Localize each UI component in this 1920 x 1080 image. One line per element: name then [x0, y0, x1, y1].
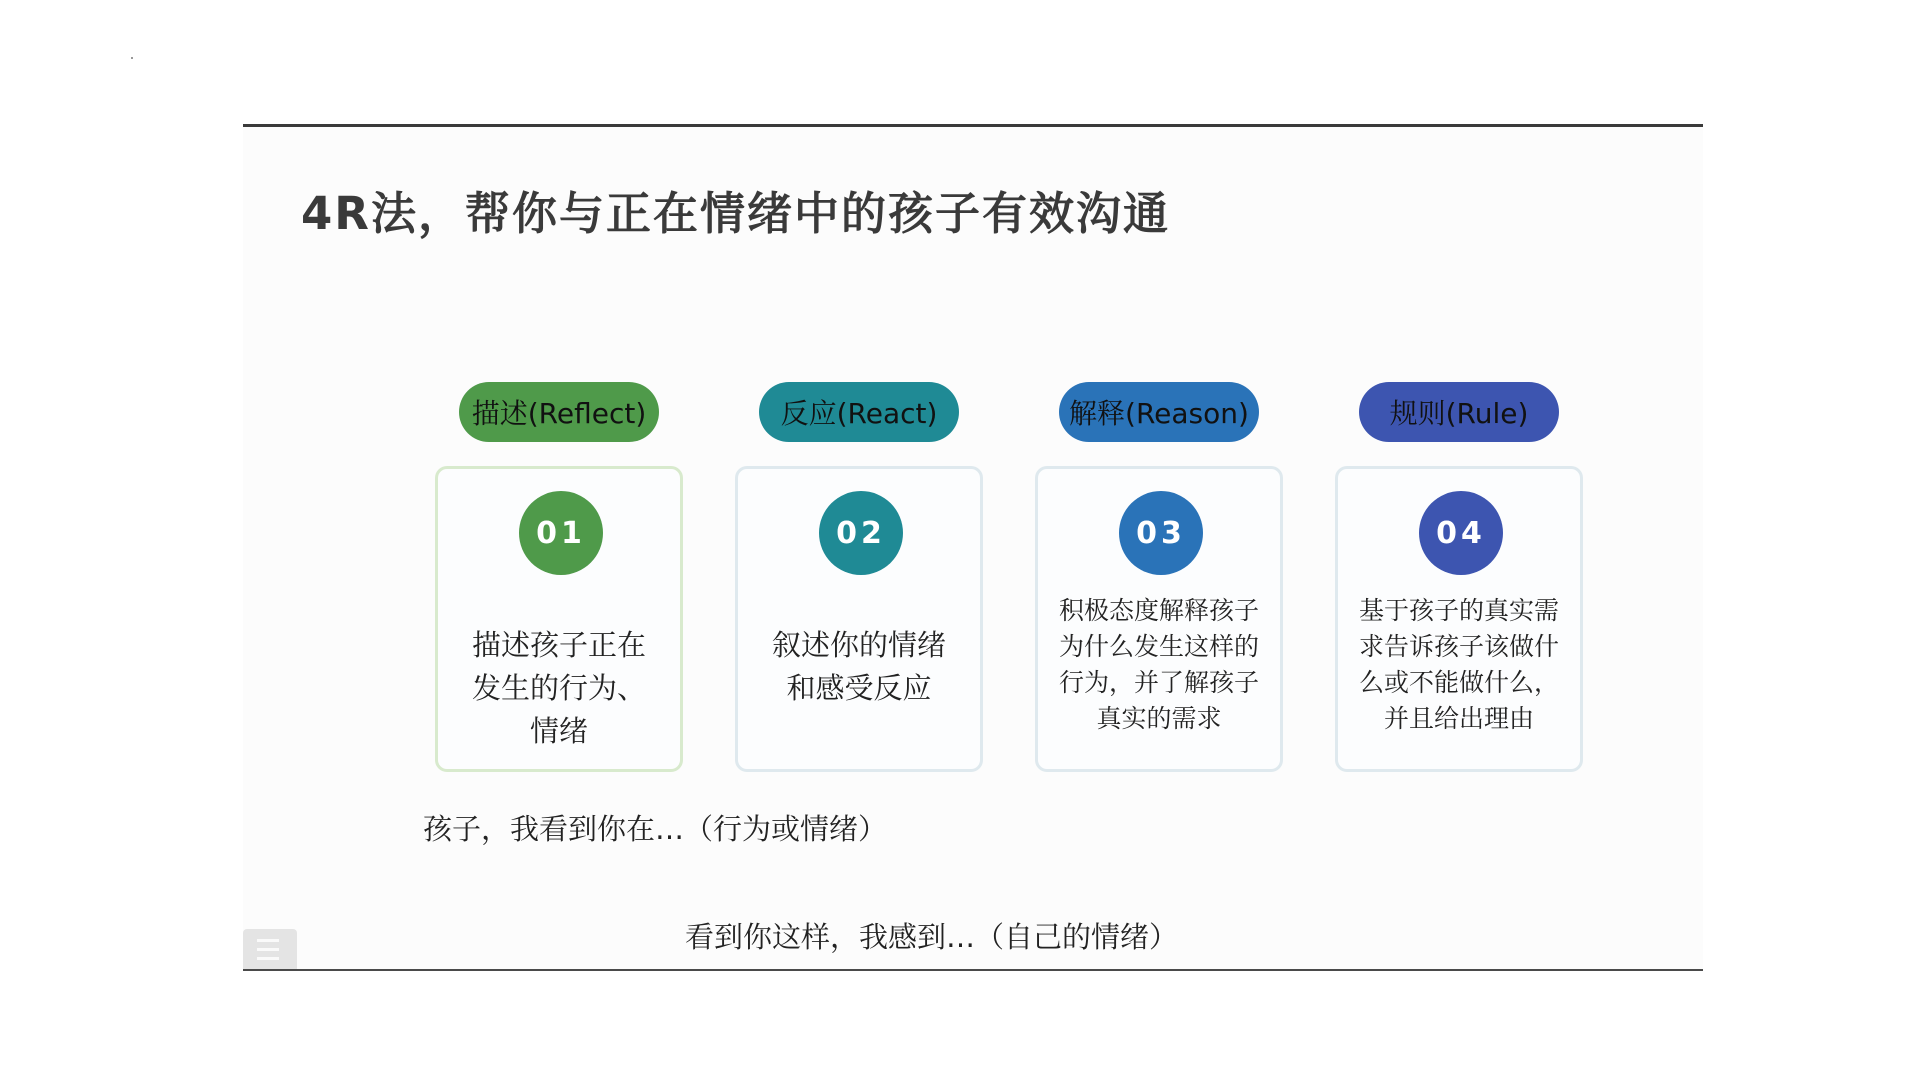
- step-rule: [1335, 382, 1583, 792]
- step-label: 描述(Reflect): [459, 382, 659, 442]
- step-react: [735, 382, 983, 792]
- step-card: [1335, 466, 1583, 772]
- step-card: [1035, 466, 1283, 772]
- step-card: [735, 466, 983, 772]
- step-reflect: [435, 382, 683, 792]
- step-number-badge: 02: [819, 491, 903, 575]
- example-react: 看到你这样，我感到…（自己的情绪）: [685, 920, 1179, 954]
- list-menu-icon[interactable]: [243, 929, 297, 969]
- step-description: 基于孩子的真实需求告诉孩子该做什么或不能做什么，并且给出理由: [1358, 596, 1559, 733]
- step-card: [435, 466, 683, 772]
- step-label: 规则(Rule): [1359, 382, 1559, 442]
- step-number-badge: 01: [519, 491, 603, 575]
- step-number-badge: 04: [1419, 491, 1503, 575]
- step-description: 描述孩子正在发生的行为、情绪: [471, 628, 646, 748]
- step-description: 积极态度解释孩子为什么发生这样的行为，并了解孩子真实的需求: [1058, 596, 1259, 733]
- step-label: 反应(React): [759, 382, 959, 442]
- slide-title: 4R法，帮你与正在情绪中的孩子有效沟通: [301, 187, 1170, 240]
- step-reason: [1035, 382, 1283, 792]
- slide: [243, 124, 1703, 971]
- step-description: 叙述你的情绪和感受反应: [771, 628, 946, 705]
- step-label: 解释(Reason): [1059, 382, 1259, 442]
- stray-dot: [131, 57, 133, 59]
- example-reflect: 孩子，我看到你在…（行为或情绪）: [423, 812, 888, 846]
- step-number-badge: 03: [1119, 491, 1203, 575]
